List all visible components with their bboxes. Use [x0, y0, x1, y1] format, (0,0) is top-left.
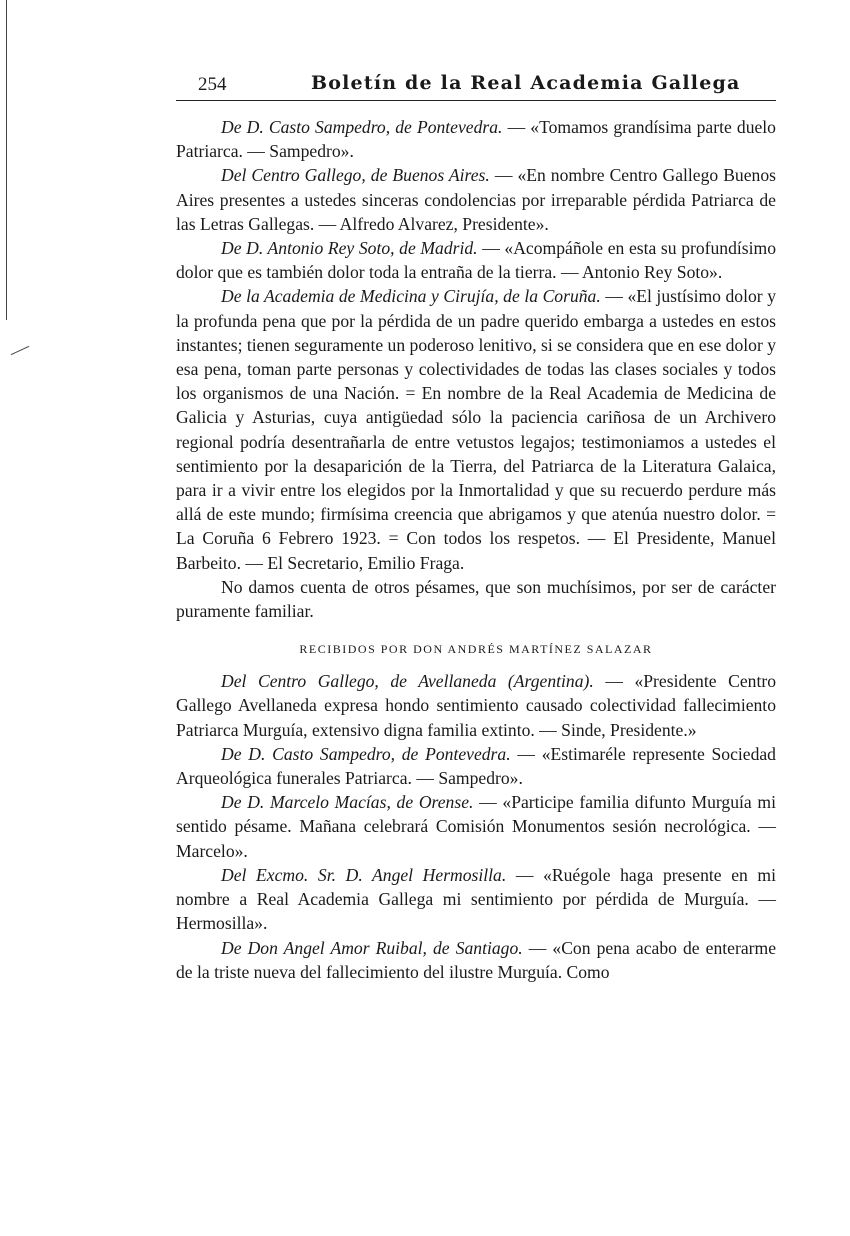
scan-edge-line [6, 0, 7, 320]
paragraph [176, 742, 776, 790]
telegram-source: Del Centro Gallego, de Avellaneda (Argentina). [221, 671, 594, 692]
paragraph [176, 575, 776, 623]
telegram-text: — «Participe familia difunto Murguía mi sentido pésame. Mañana celebrará Comisión Monumentos sesión necrológica. — Marcelo». [176, 792, 776, 861]
page-number: 254 [198, 74, 227, 95]
telegram-text: — «Estimaréle represente Sociedad Arqueológica funerales Patriarca. — Sampedro». [176, 743, 776, 789]
telegram-text: — «En nombre Centro Gallego Buenos Aires presentes a ustedes sinceras condolencias por irreparable pérdida Patriarca de las Letras Gallegas. — Alfredo Alvarez, Presidente». [176, 165, 776, 234]
section-heading: RECIBIDOS POR DON ANDRÉS MARTÍNEZ SALAZAR [299, 642, 653, 657]
paragraph [176, 863, 776, 936]
telegram-source: De D. Antonio Rey Soto, de Madrid. [221, 238, 478, 259]
page [176, 70, 776, 984]
paragraph [176, 163, 776, 236]
paragraph [176, 936, 776, 984]
closing-note: No damos cuenta de otros pésames, que son muchísimos, por ser de carácter puramente familiar. [176, 576, 776, 622]
telegram-source: De D. Marcelo Macías, de Orense. [221, 792, 474, 813]
telegram-text: — «Acompáñole en esta su profundísimo dolor que es también dolor toda la entraña de la tierra. — Antonio Rey Soto». [176, 238, 776, 283]
paragraph [176, 669, 776, 742]
body-text [176, 115, 776, 984]
telegram-source: Del Centro Gallego, de Buenos Aires. [221, 165, 490, 186]
page-header [176, 70, 776, 101]
telegram-text: — «Tomamos grandísima parte duelo Patriarca. — Sampedro». [176, 117, 776, 162]
telegram-source: Del Excmo. Sr. D. Angel Hermosilla. [221, 864, 507, 885]
telegram-source: De D. Casto Sampedro, de Pontevedra. [221, 117, 503, 137]
paragraph [176, 236, 776, 284]
telegram-text: — «Con pena acabo de enterarme de la triste nueva del fallecimiento del ilustre Murguía. Como [176, 937, 776, 982]
telegram-text: — «Presidente Centro Gallego Avellaneda expresa hondo sentimiento causado colectividad fallecimiento Patriarca Murguía, extensivo digna familia extinto. — Sinde, Presidente.» [176, 671, 776, 740]
telegram-source: De la Academia de Medicina y Cirujía, de la Coruña. [221, 286, 601, 307]
telegram-text: — «Ruégole haga presente en mi nombre a Real Academia Gallega mi sentimiento por pérdida de Murguía. — Hermosilla». [176, 864, 776, 934]
telegram-text: — «El justísimo dolor y la profunda pena que por la pérdida de un padre querido embarga a ustedes en estos instantes; tienen seguramente un poderoso lenitivo, si se considera que en ese dolor y esa pena, toman parte personas y colectividades de todas las clases sociales y todos los organismos de una Nación. = En nombre de la Real Academia de Medicina de Galicia y Asturias, cuya antigüedad sólo la paciencia cariñosa de un Archivero regional podría desentrañarla de entre vetustos legajos; testimoniamos a ustedes el sentimiento por la desaparición de la Tierra, del Patriarca de la Literatura Galaica, para ir a vivir entre los elegidos por la Inmortalidad y que su recuerdo perdure más allá de este mundo; firmísima creencia que abrigamos y que atenúa nuestro dolor. = La Coruña 6 Febrero 1923. = Con todos los respetos. — El Presidente, Manuel Barbeito. — El Secretario, Emilio Fraga. [176, 286, 776, 573]
telegram-source: De D. Casto Sampedro, de Pontevedra. [221, 743, 511, 764]
scan-edge-tick [11, 346, 30, 355]
telegram-source: De Don Angel Amor Ruibal, de Santiago. [221, 937, 523, 958]
paragraph [176, 790, 776, 863]
paragraph [176, 115, 776, 163]
running-title: Boletín de la Real Academia Gallega [311, 72, 741, 94]
paragraph [176, 284, 776, 574]
